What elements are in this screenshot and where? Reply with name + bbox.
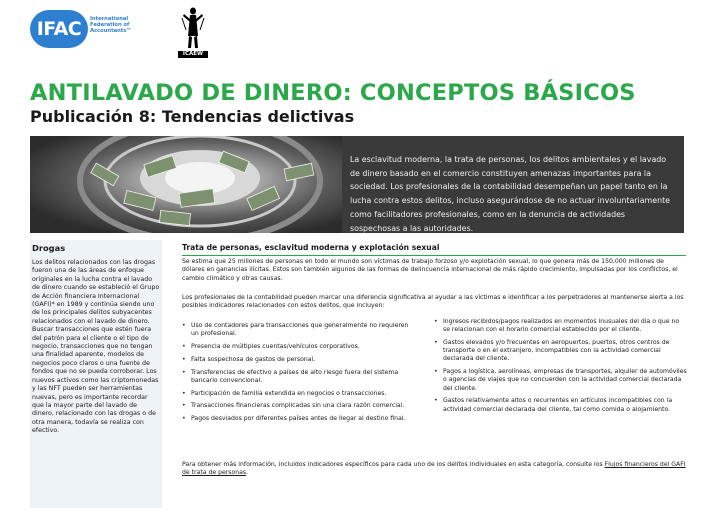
list-item-text: Pagos desviados por diferentes países antes de llegar al destino final. [191,415,406,423]
list-item [434,339,688,364]
banner-text: La esclavitud moderna, la trata de personas, los delitos ambientales y el lavado de dinero basado en el comercio constituyen amenazas importantes para la sociedad. Los profesionales de la contabilidad desempeñan un papel tanto en la lucha contra estos delitos, incluso asegurándose de no actuar involuntariamente como facilitadores profesionales, como en la denuncia de actividades sospechosas a las autoridades. [350,154,671,233]
list-item [434,397,688,413]
list-item-text: Uso de contadores para transacciones que generalmente no requieren un profesional. [191,322,409,338]
section-title: Trata de personas, esclavitud moderna y explotación sexual [182,243,440,252]
sidebar-text: Los delitos relacionados con las drogas fueron una de las áreas de enfoque originales en la lucha contra el lavado de dinero cuando se estableció el Grupo de Acción financiera Internacional (GAFI)* en 1989 y continúa siendo uno de los principales delitos subyacentes relacionados con el lavado de dinero. Buscar transacciones que estén fuera del patrón para el cliente o el tipo de negocio, transacciones que no tengan una finalidad aparente, modelos de negocios poco claros o una fuente de fondos que no se pueda corroborar. Los nuevos activos como las criptomonedas y las NFT pueden ser herramientas nuevas, pero es importante recordar que la mayor parte del lavado de dinero, relacionado con las drogas o de otra manera, todavía se realiza con efectivo. [32,259,160,435]
list-item-text: Gastos relativamente altos o recurrentes en artículos incompatibles con la actividad comercial declarada del cliente, tal como comida o alojamiento. [443,397,673,413]
sidebar-title: Drogas [32,243,66,253]
list-item [182,415,412,423]
page-subtitle [30,107,354,126]
list-item [182,356,412,364]
intro-banner [30,136,684,233]
bullet-icon: • [434,397,438,405]
list-item [182,343,412,351]
bullet-icon: • [182,368,186,376]
indicators-list-left [182,322,412,428]
bullet-icon: • [434,318,438,325]
more-info-text: Para obtener más información, incluidos indicadores específicos para cada uno de los delitos individuales en esta categoría, consulte los [182,461,605,468]
list-item-text: Presencia de múltiples cuentas/vehículos corporativos. [191,343,360,350]
publication-label: Publicación 8: [30,107,157,126]
fatf-report-link[interactable]: Flujos financieros del GAFI de trata de personas [182,461,686,477]
list-item-text: Falta sospechosa de gastos de personal. [191,355,316,363]
list-item [182,402,412,410]
list-item [182,369,412,385]
indicators-list-right [434,318,688,418]
bullet-icon: • [434,368,438,376]
list-item-text: Participación de familia extendida en negocios o transacciones. [191,389,387,397]
page-title: ANTILAVADO DE DINERO: CONCEPTOS BÁSICOS [30,80,636,106]
list-item [182,322,412,338]
publication-topic: Tendencias delictivas [161,107,355,126]
intro-paragraph: Se estima que 25 millones de personas en todo el mundo son víctimas de trabajo forzoso y/o explotación sexual, lo que genera más de 150,000 millones de dólares en ganancias ilícitas. Estos son también algunos de las formas de delincuencia internacional de más rápido crecimiento, impulsadas por los conflictos, el cambio climático y otras causas. [182,258,678,282]
list-item-text: Ingresos recibidos/pagos realizados en momentos inusuales del día o que no se relacionan con el horario comercial establecido por el cliente. [443,318,680,334]
icaew-emblem-icon [178,6,208,50]
bullet-icon: • [182,343,186,350]
washing-machine-banknotes-image [30,136,342,233]
more-info-paragraph [182,461,686,478]
indicators-paragraph: Los profesionales de la contabilidad pueden marcar una diferencia significativa al ayudar a las víctimas e identificar a los perpetradores al mantenerse alerta a los posibles indicadores relacionados con estos delitos, que incluyen: [182,294,684,310]
banknotes-photo [30,136,342,233]
list-item [182,390,412,398]
list-item-text: Transferencias de efectivo a países de alto riesgo fuera del sistema bancario convencional. [191,368,399,384]
list-item [434,318,688,334]
list-item-text: Gastos elevados y/o frecuentes en aeropuertos, puertos, otros centros de transporte o en el extranjero, incompatibles con la actividad comercial declarada del cliente. [443,339,670,363]
list-item-text: Transacciones financieras complicadas sin una clara razón comercial. [191,402,405,410]
icaew-logo [178,6,208,58]
bullet-icon: • [182,415,186,423]
bullet-icon: • [182,402,186,410]
sidebar-drugs [30,240,162,508]
bullet-icon: • [182,355,186,363]
bullet-icon: • [434,339,438,346]
ifac-logo: IFAC [30,10,88,48]
bullet-icon: • [182,322,186,329]
list-item [434,368,688,393]
list-item-text: Pagos a logística, aerolíneas, empresas de transportes, alquiler de automóviles o agencias de viajes que no concuerden con la actividad comercial declarada del cliente. [443,368,687,392]
bullet-icon: • [182,389,186,397]
section-divider [182,255,686,256]
ifac-logo-text: International Federation of Accountants™ [90,16,132,35]
more-info-suffix: . [246,469,249,477]
icaew-logo-label: ICAEW [178,51,208,58]
